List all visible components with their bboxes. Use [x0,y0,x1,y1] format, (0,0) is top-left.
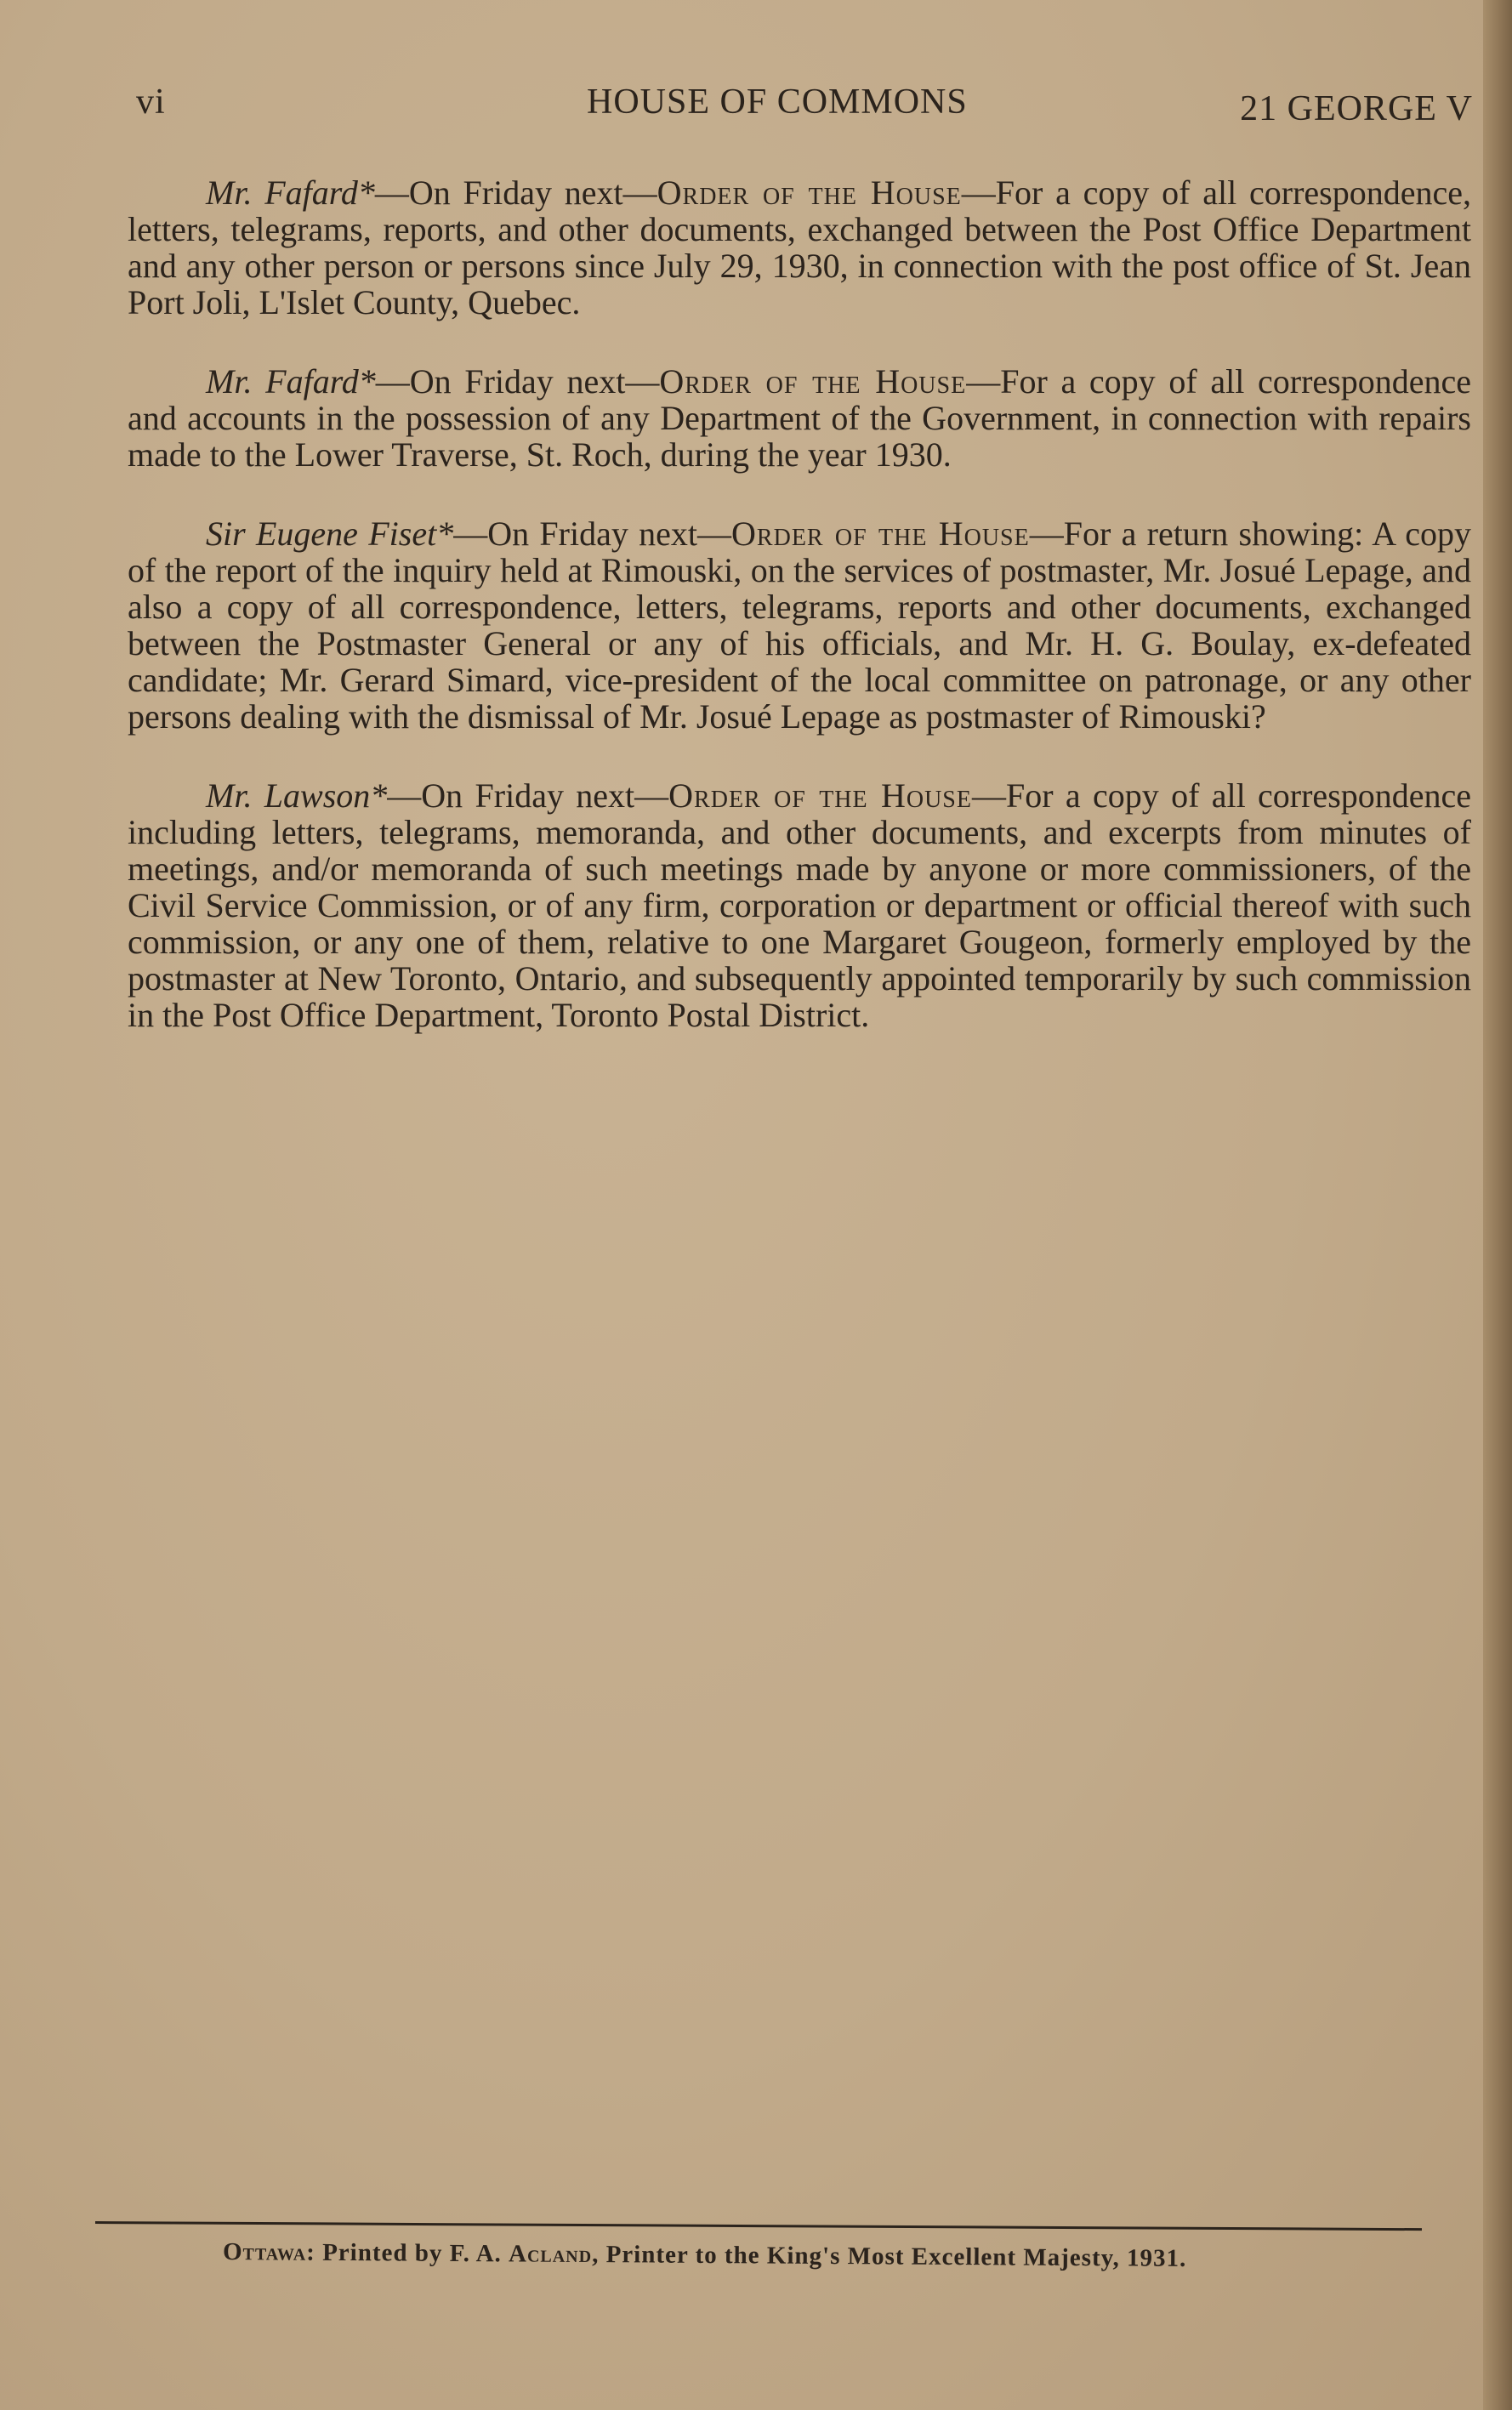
notice-text: —For a return showing: A copy of the report of the inquiry held at Rimouski, on the services of postmaster, Mr. Josué Lepage, and also a copy of all correspondence, letters, telegrams, reports and other documents, exchanged between the Postmaster General or any of his officials, and Mr. H. G. Boulay, ex-defeated candidate; Mr. Gerard Simard, vice-president of the local committee on patronage, or any other persons dealing with the dismissal of Mr. Josué Lepage as postmaster of Rimouski? [128,514,1472,736]
notice-entry [128,515,1471,735]
notice-entry [128,174,1471,321]
mover-name: Sir Eugene Fiset* [206,514,454,553]
page-number: vi [136,82,166,122]
notice-lead: —On Friday next— [374,173,657,212]
notice-list [128,174,1471,1076]
order-type: Order of the House [659,362,967,401]
notice-lead: —On Friday next— [453,514,732,553]
footer-rule [95,2221,1422,2231]
notice-text: —For a copy of all correspondence and accounts in the possession of any Department of the Government, in connection with repairs made to the Lower Traverse, St. Roch, during the year 1930. [128,362,1471,474]
mover-name: Mr. Fafard* [206,173,375,212]
printer-imprint [223,2238,1379,2274]
notice-lead: —On Friday next— [375,362,660,401]
notice-text: —For a copy of all correspondence including letters, telegrams, memoranda, and other documents, and excerpts from minutes of meetings, and/or memoranda of such meetings made by anyone or more commissioners, of the Civil Service Commission, or of any firm, corporation or department or official thereof with such commission, or any one of them, relative to one Margaret Gougeon, formerly employed by the postmaster at New Toronto, Ontario, and subsequently appointed temporarily by such commission in the Post Office Department, Toronto Postal District. [128,776,1472,1034]
imprint-sep: : Printed by F. A. [306,2238,509,2268]
imprint-printer: Acland [508,2240,593,2269]
mover-name: Mr. Lawson* [206,776,388,815]
notice-entry [128,363,1471,473]
order-type: Order of the House [668,776,972,815]
imprint-place: Ottawa [222,2238,307,2266]
running-title: HOUSE OF COMMONS [587,82,968,122]
imprint-rest: , Printer to the King's Most Excellent Majesty, 1931. [592,2241,1187,2272]
notice-text: —For a copy of all correspondence, letters, telegrams, reports, and other documents, exchanged between the Post Office Department and any other person or persons since July 29, 1930, in connection with the post office of St. Jean Port Joli, L'Islet County, Quebec. [128,173,1471,321]
running-header [136,82,1473,133]
order-type: Order of the House [731,514,1030,553]
notice-entry [128,777,1471,1033]
page-edge [1483,0,1512,2410]
regnal-year: 21 GEORGE V [1240,89,1473,128]
notice-lead: —On Friday next— [387,776,669,815]
order-type: Order of the House [657,173,962,212]
mover-name: Mr. Fafard* [206,362,376,401]
